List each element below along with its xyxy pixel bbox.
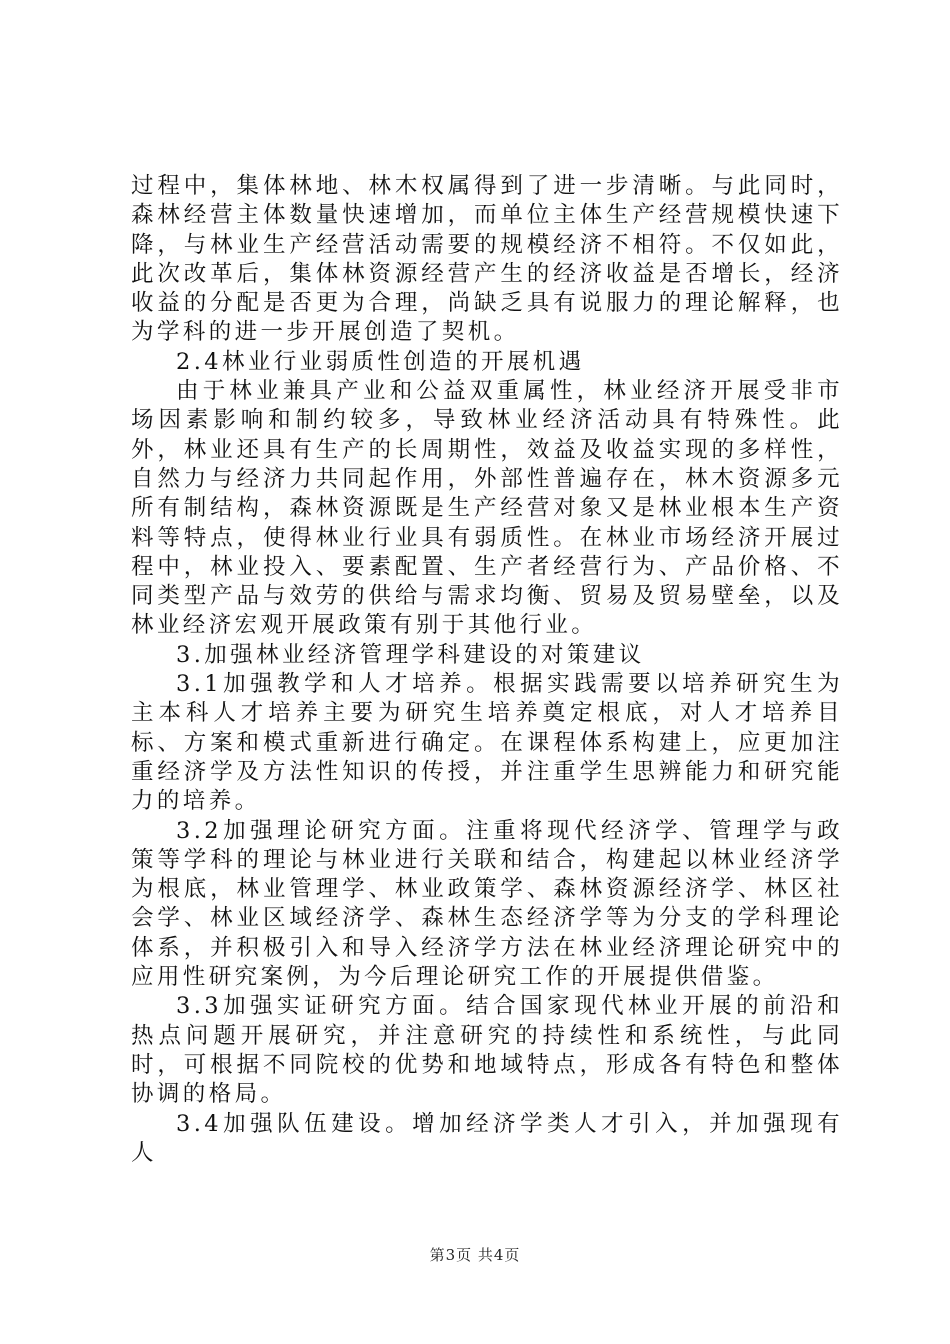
paragraph-continuation: 过程中，集体林地、林木权属得到了进一步清晰。与此同时，森林经营主体数量快速增加，而单位主体生产经营规模快速下降，与林业生产经营活动需要的规模经济不相符。不仅如此，此次改革后，集体林资源经营产生的经济收益是否增长，经济收益的分配是否更为合理，尚缺乏具有说服力的理论解释，也为学科的进一步开展创造了契机。 xyxy=(131,173,843,346)
document-body xyxy=(131,172,843,1168)
page-footer: 第3页 共4页 xyxy=(429,1246,521,1264)
section-heading-3: 3.加强林业经济管理学科建设的对策建议 xyxy=(176,641,645,668)
paragraph-3-4-team: 3.4加强队伍建设。增加经济学类人才引入，并加强现有人 xyxy=(131,1110,843,1166)
paragraph-3-2-theory: 3.2加强理论研究方面。注重将现代经济学、管理学与政策等学科的理论与林业进行关联和结合，构建起以林业经济学为根底，林业管理学、林业政策学、森林资源经济学、林区社会学、林业区域经济学、森林生态经济学等为分支的学科理论体系，并积极引入和导入经济学方法在林业经济理论研究中的应用性研究案例，为今后理论研究工作的开展提供借鉴。 xyxy=(131,817,843,991)
paragraph-3-3-empirical: 3.3加强实证研究方面。结合国家现代林业开展的前沿和热点问题开展研究，并注意研究的持续性和系统性，与此同时，可根据不同院校的优势和地域特点，形成各有特色和整体协调的格局。 xyxy=(131,993,843,1108)
paragraph-forestry-weakness: 由于林业兼具产业和公益双重属性，林业经济开展受非市场因素影响和制约较多，导致林业经济活动具有特殊性。此外，林业还具有生产的长周期性，效益及收益实现的多样性，自然力与经济力共同起作用，外部性普遍存在，林木资源多元所有制结构，森林资源既是生产经营对象又是林业根本生产资料等特点，使得林业行业具有弱质性。在林业市场经济开展过程中，林业投入、要素配置、生产者经营行为、产品价格、不同类型产品与效劳的供给与需求均衡、贸易及贸易壁垒，以及林业经济宏观开展政策有别于其他行业。 xyxy=(131,378,843,639)
section-heading-2-4: 2.4林业行业弱质性创造的开展机遇 xyxy=(176,348,585,375)
paragraph-3-1-teaching: 3.1加强教学和人才培养。根据实践需要以培养研究生为主本科人才培养主要为研究生培养奠定根底，对人才培养目标、方案和模式重新进行确定。在课程体系构建上，应更加注重经济学及方法性知识的传授，并注重学生思辨能力和研究能力的培养。 xyxy=(131,671,843,815)
